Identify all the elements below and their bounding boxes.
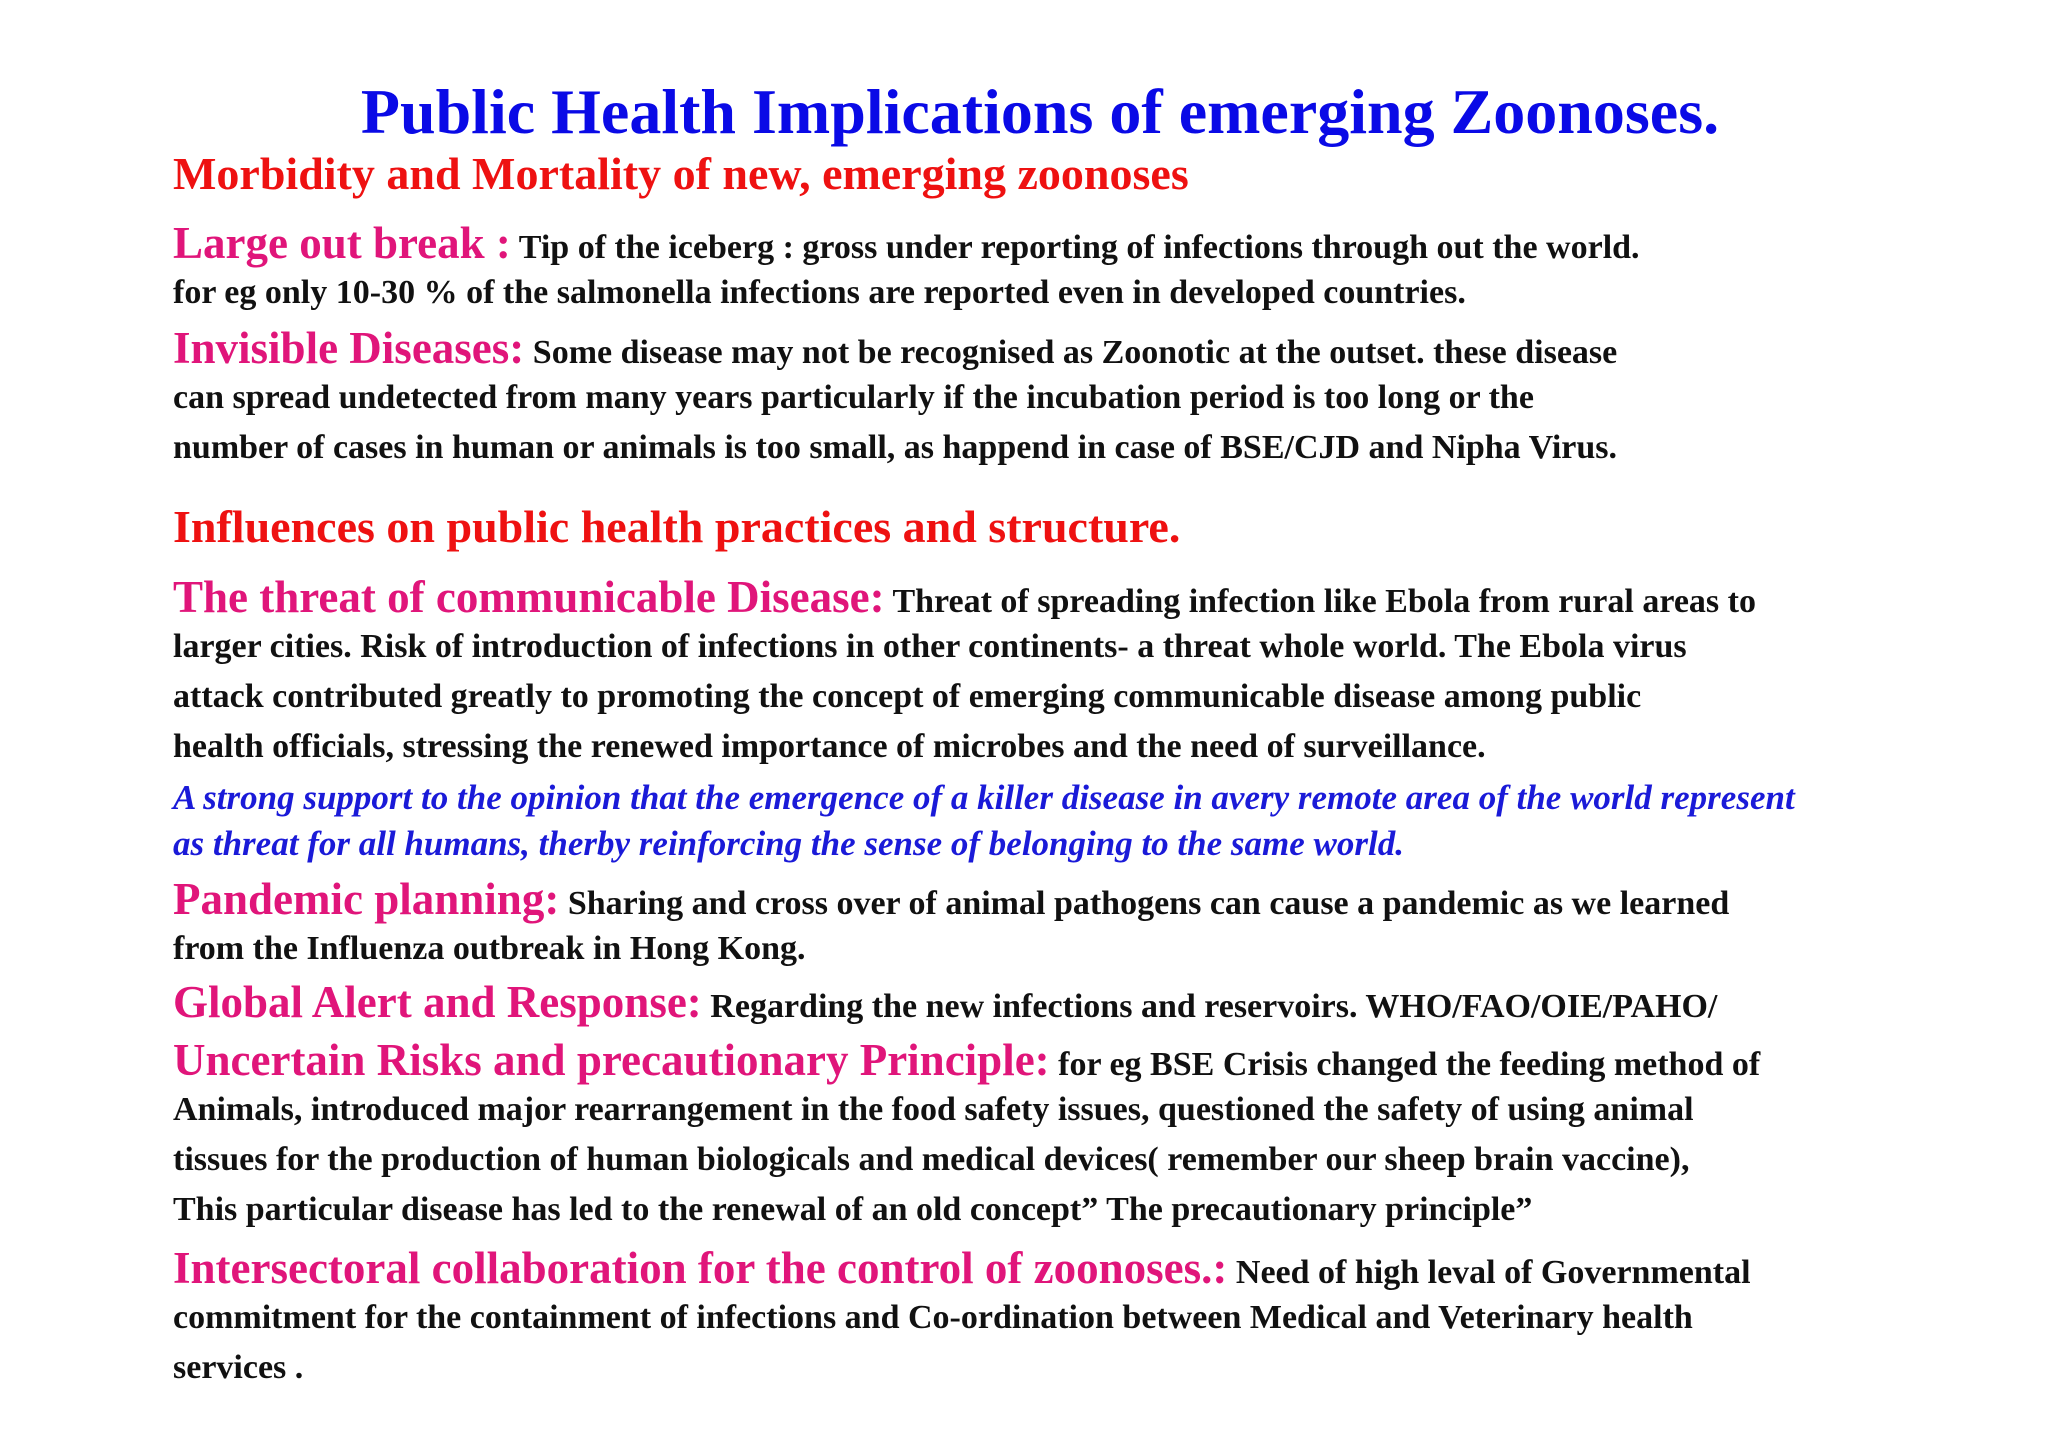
text-line: Tip of the iceberg : gross under reporting of infections through out the world. <box>518 229 1640 266</box>
text-line: commitment for the containment of infections and Co-ordination between Medical and Veterinary health <box>173 1299 1693 1336</box>
section-heading-influences: Influences on public health practices and structure. <box>173 501 1181 552</box>
term-large-outbreak: Large out break : <box>173 218 511 268</box>
paragraph-uncertain-risks <box>173 1035 2033 1235</box>
text-line: health officials, stressing the renewed importance of microbes and the need of surveillance. <box>173 728 1486 765</box>
term-pandemic-planning: Pandemic planning: <box>173 874 560 924</box>
text-line: for eg only 10-30 % of the salmonella infections are reported even in developed countries. <box>173 274 1466 311</box>
text-line: for eg BSE Crisis changed the feeding method of <box>1058 1046 1761 1083</box>
slide-title: Public Health Implications of emerging Zoonoses. <box>360 76 1720 147</box>
paragraph-invisible-diseases <box>173 323 2033 473</box>
term-uncertain-risks: Uncertain Risks and precautionary Principle: <box>173 1035 1050 1085</box>
text-line: Need of high leval of Governmental <box>1235 1254 1751 1291</box>
term-intersectoral: Intersectoral collaboration for the control of zoonoses.: <box>173 1243 1228 1293</box>
term-invisible-diseases: Invisible Diseases: <box>173 323 525 373</box>
text-line: This particular disease has led to the renewal of an old concept” The precautionary principle” <box>173 1191 1533 1228</box>
quote-line: as threat for all humans, therby reinforcing the sense of belonging to the same world. <box>173 824 1404 863</box>
paragraph-threat <box>173 572 2033 772</box>
quote-line: A strong support to the opinion that the emergence of a killer disease in avery remote area of the world represent <box>173 778 1795 817</box>
text-line: Threat of spreading infection like Ebola from rural areas to <box>892 583 1756 620</box>
text-line: services . <box>173 1349 304 1386</box>
text-line: Some disease may not be recognised as Zoonotic at the outset. these disease <box>532 334 1618 371</box>
section-heading-morbidity: Morbidity and Mortality of new, emerging zoonoses <box>173 148 1189 199</box>
paragraph-intersectoral <box>173 1243 2033 1393</box>
text-line: number of cases in human or animals is too small, as happend in case of BSE/CJD and Nipha Virus. <box>173 429 1618 466</box>
text-line: Sharing and cross over of animal pathogens can cause a pandemic as we learned <box>567 885 1730 922</box>
text-line: larger cities. Risk of introduction of infections in other continents- a threat whole world. The Ebola virus <box>173 628 1687 665</box>
paragraph-large-outbreak <box>173 218 2033 318</box>
text-line: Animals, introduced major rearrangement in the food safety issues, questioned the safety of using animal <box>173 1091 1694 1128</box>
paragraph-global-alert <box>173 977 2033 1027</box>
text-line: attack contributed greatly to promoting the concept of emerging communicable disease among public <box>173 678 1642 715</box>
italic-quote <box>173 775 1795 867</box>
text-line: tissues for the production of human biologicals and medical devices( remember our sheep brain vaccine), <box>173 1141 1690 1178</box>
text-line: can spread undetected from many years particularly if the incubation period is too long or the <box>173 379 1534 416</box>
paragraph-pandemic-planning <box>173 874 2033 974</box>
term-global-alert: Global Alert and Response: <box>173 977 702 1027</box>
text-line: Regarding the new infections and reservoirs. WHO/FAO/OIE/PAHO/ <box>710 988 1718 1025</box>
term-threat: The threat of communicable Disease: <box>173 572 885 622</box>
text-line: from the Influenza outbreak in Hong Kong. <box>173 930 806 967</box>
